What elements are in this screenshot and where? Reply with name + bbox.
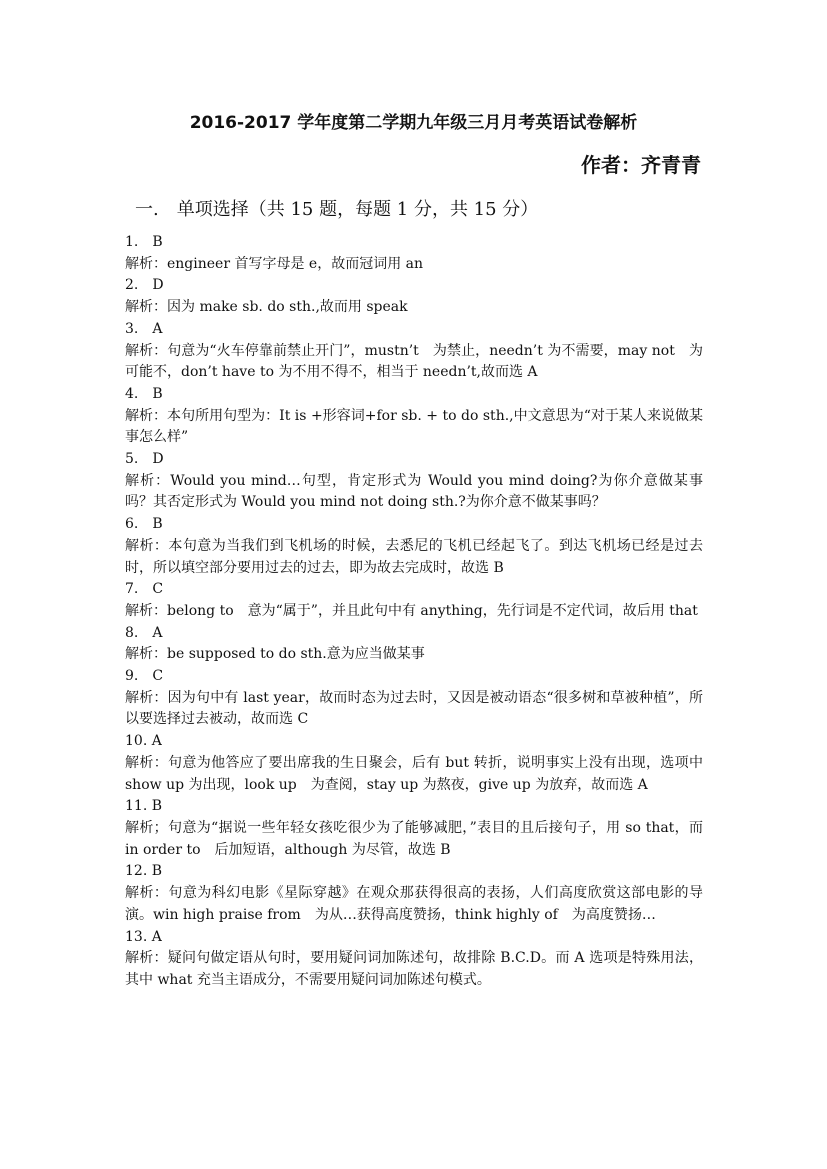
document-title: 2016-2017 学年度第二学期九年级三月月考英语试卷解析 bbox=[189, 113, 638, 133]
answer-number: 3. A bbox=[125, 320, 163, 337]
answer-explanation: 解析：be supposed to do sth.意为应当做某事 bbox=[125, 646, 425, 663]
answer-number: 5. D bbox=[125, 451, 164, 468]
answer-explanation: 解析：本句所用句型为：It is +形容词+for sb. + to do sth.,中文意思为“对于某人来说做某事怎么样” bbox=[125, 407, 703, 446]
answer-number: 1. B bbox=[125, 234, 163, 250]
answer-explanation: 解析：本句意为当我们到飞机场的时候，去悉尼的飞机已经起飞了。到达飞机场已经是过去时，所以填空部分要用过去的过去，即为故去完成时，故选 B bbox=[125, 537, 703, 576]
answer-number: 8. A bbox=[125, 624, 163, 641]
answer-number: 11. B bbox=[125, 798, 163, 815]
answer-number: 9. C bbox=[125, 668, 164, 685]
answer-explanation: 解析：句意为科幻电影《星际穿越》在观众那获得很高的表扬，人们高度欣赏这部电影的导演。win high praise from 为从…获得高度赞扬，think highly of 为高度赞扬… bbox=[125, 885, 703, 923]
answer-number: 12. B bbox=[125, 863, 163, 880]
answer-number: 4. B bbox=[125, 385, 163, 402]
author-line: 作者：齐青青 bbox=[581, 153, 701, 177]
answer-explanation: 解析：句意为他答应了要出席我的生日聚会，后有 but 转折，说明事实上没有出现，选项中 show up 为出现，look up 为查阅，stay up 为熬夜，give up 为放弃，故而选 A bbox=[125, 754, 703, 793]
answer-number: 6. B bbox=[125, 516, 163, 533]
answer-number: 2. D bbox=[125, 277, 164, 294]
answer-explanation: 解析：因为 make sb. do sth.,故而用 speak bbox=[125, 299, 408, 316]
answer-number: 13. A bbox=[125, 928, 162, 945]
answer-explanation: 解析：因为句中有 last year，故而时态为过去时，又因是被动语态“很多树和草被种植”，所以要选择过去被动，故而选 C bbox=[125, 689, 703, 728]
answer-number: 10. A bbox=[125, 733, 162, 750]
answer-explanation: 解析：Would you mind…句型，肯定形式为 Would you mind doing?为你介意做某事吗？其否定形式为 Would you mind not doing sth.?为你介意不做某事吗？ bbox=[125, 472, 703, 511]
answer-explanation: 解析：疑问句做定语从句时，要用疑问词加陈述句，故排除 B.C.D。而 A 选项是特殊用法，其中 what 充当主语成分，不需要用疑问词加陈述句模式。 bbox=[125, 950, 703, 988]
answer-explanation: 解析；句意为“据说一些年轻女孩吃很少为了能够减肥，”表目的且后接句子，用 so that，而 in order to 后加短语，although 为尽管，故选 B bbox=[125, 819, 703, 858]
answer-explanation: 解析：belong to 意为“属于”，并且此句中有 anything，先行词是不定代词，故后用 that bbox=[125, 602, 698, 619]
section-heading: 一. 单项选择（共 15 题，每题 1 分，共 15 分） bbox=[135, 199, 539, 220]
answer-number: 7. C bbox=[125, 581, 164, 598]
answer-explanation: 解析：engineer 首写字母是 e，故而冠词用 an bbox=[125, 255, 424, 272]
answer-list bbox=[125, 232, 703, 992]
answer-explanation: 解析：句意为“火车停靠前禁止开门”，mustn’t 为禁止，needn’t 为不需要，may not 为可能不，don’t have to 为不用不得不，相当于 needn’t,故而选 A bbox=[125, 342, 703, 381]
